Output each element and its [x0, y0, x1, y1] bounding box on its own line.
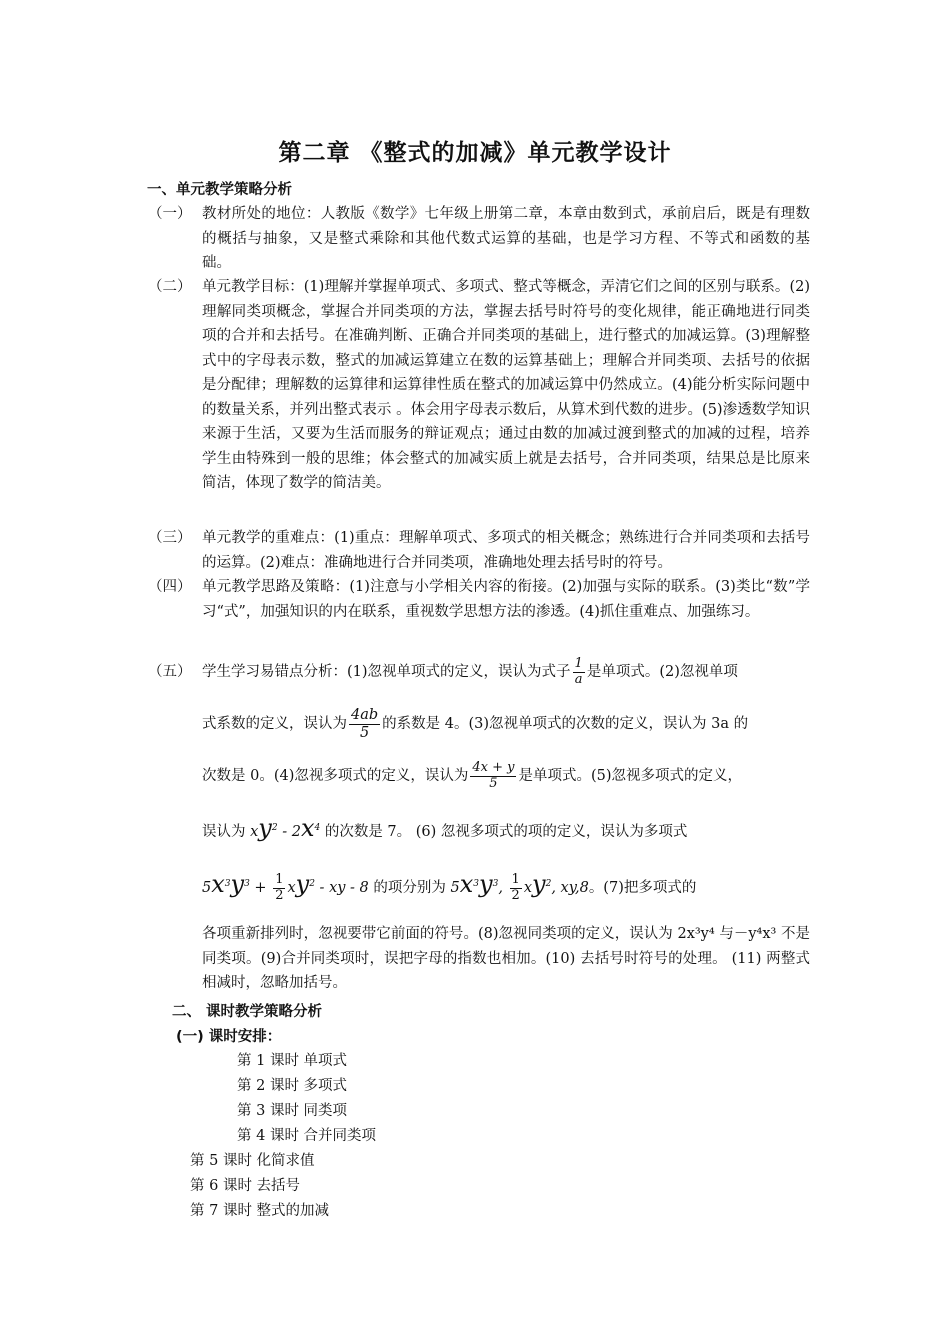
lesson-item: 第 4 课时 合并同类项: [237, 1128, 377, 1144]
item-number: （二）: [148, 279, 192, 295]
item-number: （三）: [148, 530, 192, 546]
section-1-heading: 一、单元教学策略分析: [147, 182, 292, 198]
formula-polynomial: $5x^3y^3$ + $\frac{1}{2}$ $xy^2$ - xy - 8: [202, 870, 369, 903]
item-text: 学生学习易错点分析：(1)忽视单项式的定义，误认为式子 $\frac{1}{a}$ 是单项式。(2)忽视单项 式系数的定义，误认为 $\frac{4ab}{5}$ 的系数是 4。(3)忽视单项式的次数的定义，误认为 3a 的 次数是 0。(4)忽视多项式的定义，误认为 $\frac{4x + y}{5}$ 是单项式。(5)忽视多项式的定义， 误认为 $xy^2 - 2x^4$ 的次数是 7。 (6) 忽视多项式的项的定义，误认为多项式 $5x^3y^3$ + $\frac{1}{2}$ $xy^2$ - xy - 8 的项分别为 $5x^3y^3$, $\frac{1}{2}$ $xy^2$, xy,8。(7)把多项式的: [202, 655, 749, 903]
item-3: [148, 526, 810, 575]
item-1: [148, 202, 810, 276]
fraction-4ab-over-5: $\frac{4ab}{5}$: [351, 706, 379, 741]
section-2-heading: 二、 课时教学策略分析: [172, 1004, 323, 1020]
lesson-item: 第 7 课时 整式的加减: [190, 1203, 330, 1219]
item-text: 各项重新排列时，忽视要带它前面的符号。(8)忽视同类项的定义，误认为 2x³y⁴ 与－y⁴x³ 不是同类项。(9)合并同类项时，误把字母的指数也相加。(10) 去括号时符号的处理。 (11) 两整式相减时，忽略加括号。: [202, 926, 810, 991]
item-text: 单元教学思路及策略：(1)注意与小学相关内容的衔接。(2)加强与实际的联系。(3)类比“数”学习“式”，加强知识的内在联系，重视数学思想方法的渗透。(4)抓住重难点、加强练习。: [202, 579, 810, 620]
lesson-item: 第 2 课时 多项式: [237, 1078, 348, 1094]
item-text: 教材所处的地位：人教版《数学》七年级上册第二章，本章由数到式，承前启后，既是有理数的概括与抽象，又是整式乘除和其他代数式运算的基础，也是学习方程、不等式和函数的基础。: [202, 206, 810, 271]
formula-terms: $5x^3y^3$, $\frac{1}{2}$ $xy^2$, xy,8: [450, 870, 589, 903]
lesson-item: 第 3 课时 同类项: [237, 1103, 348, 1119]
item-number: （一）: [148, 206, 192, 222]
item-4: [148, 575, 810, 624]
lesson-item: 第 5 课时 化简求值: [190, 1153, 315, 1169]
item-number: （五）: [148, 664, 192, 680]
item-5: [148, 646, 810, 914]
fraction-4x-plus-y-over-5: $\frac{4x + y}{5}$: [472, 759, 515, 791]
fraction-one-over-a: $\frac{1}{a}$: [574, 655, 583, 687]
formula-xy2-minus-2x4: $xy^2 - 2x^4$: [250, 814, 321, 842]
item-2: [148, 275, 810, 496]
page-title: 第二章 《整式的加减》单元教学设计: [278, 140, 672, 166]
item-5-continued: [148, 922, 810, 996]
schedule-subheading: (一) 课时安排：: [176, 1029, 282, 1045]
lesson-item: 第 1 课时 单项式: [237, 1053, 348, 1069]
item-text: 单元教学的重难点：(1)重点：理解单项式、多项式的相关概念；熟练进行合并同类项和去括号的运算。(2)难点：准确地进行合并同类项，准确地处理去括号时的符号。: [202, 530, 810, 571]
lesson-item: 第 6 课时 去括号: [190, 1178, 301, 1194]
item-text: 单元教学目标：(1)理解并掌握单项式、多项式、整式等概念，弄清它们之间的区别与联系。(2)理解同类项概念，掌握合并同类项的方法，掌握去括号时符号的变化规律，能正确地进行同类项的合并和去括号。在准确判断、正确合并同类项的基础上，进行整式的加减运算。(3)理解整式中的字母表示数，整式的加减运算建立在数的运算基础上；理解合并同类项、去括号的依据是分配律；理解数的运算律和运算律性质在整式的加减运算中仍然成立。(4)能分析实际问题中的数量关系，并列出整式表示 。体会用字母表示数后，从算术到代数的进步。(5)渗透数学知识来源于生活，又要为生活而服务的辩证观点；通过由数的加减过渡到整式的加减的过程，培养学生由特殊到一般的思维；体会整式的加减实质上就是去括号，合并同类项，结果总是比原来简洁，体现了数学的简洁美。: [202, 279, 810, 491]
item-number: （四）: [148, 579, 192, 595]
